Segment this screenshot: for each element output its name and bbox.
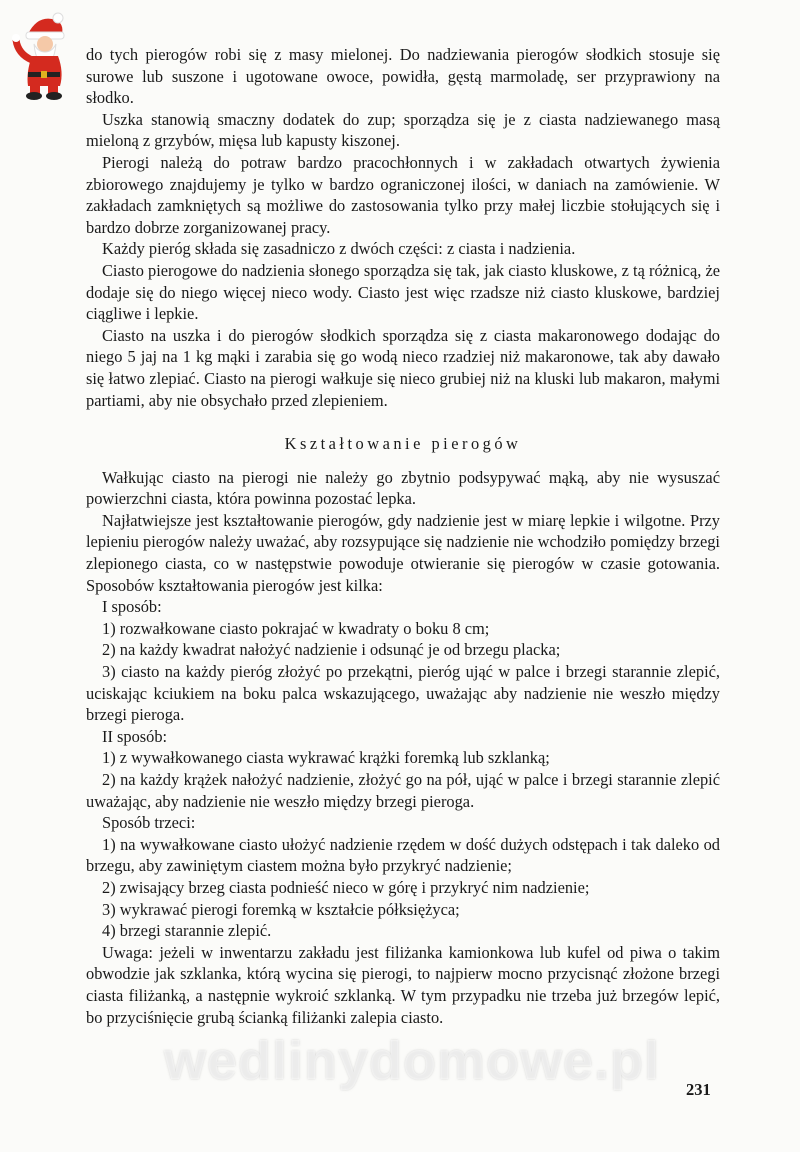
paragraph: Wałkując ciasto na pierogi nie należy go zbytnio podsypywać mąką, aby nie wysuszać powierzchni ciasta, która powinna pozostać lepka. (86, 467, 720, 509)
list-item: 1) z wywałkowanego ciasta wykrawać krążki foremką lub szklanką; (102, 748, 550, 768)
method-label: Sposób trzeci: (102, 813, 196, 833)
list-item: 2) zwisający brzeg ciasta podnieść nieco w górę i przykryć nim nadzienie; (102, 877, 590, 897)
method-label: II sposób: (102, 726, 168, 746)
section-heading: Kształtowanie pierogów (284, 434, 522, 454)
list-item: 1) rozwałkowane ciasto pokrajać w kwadraty o boku 8 cm; (102, 618, 490, 638)
paragraph: Ciasto na uszka i do pierogów słodkich sporządza się z ciasta makaronowego dodając do niego 5 jaj na 1 kg mąki i zarabia się go wodą nieco rzadziej niż makaronowe, tak aby dawało się łatwo zlepiać. Ciasto na pierogi wałkuje się nieco grubiej niż na kluski lub makaron, małymi partiami, aby nie obsychało przed zlepieniem. (86, 325, 720, 410)
list-item: 1) na wywałkowane ciasto ułożyć nadzienie rzędem w dość dużych odstępach i tak daleko od brzegu, aby zawiniętym ciastem można było przykryć nadzienie; (86, 834, 720, 876)
watermark: wedlinydomowe.pl (163, 1031, 661, 1091)
list-item: 2) na każdy kwadrat nałożyć nadzienie i odsunąć je od brzegu placka; (102, 640, 561, 660)
note-paragraph: Uwaga: jeżeli w inwentarzu zakładu jest filiżanka kamionkowa lub kufel od piwa o takim obwodzie jak szklanka, którą wycina się pierogi, to najpierw mocno przycisnąć złożone brzegi ciasta filiżanką, a następnie wykroić szklanką. W tym przypadku nie trzeba już brzegów lepić, bo przyciśnięcie grubą ścianką filiżanki zalepia ciasto. (86, 942, 720, 1027)
method-label: I sposób: (102, 597, 162, 617)
paragraph: Pierogi należą do potraw bardzo pracochłonnych i w zakładach otwartych żywienia zbiorowego znajdujemy je tylko w bardzo ograniczonej ilości, w daniach na zamówienie. W zakładach zamkniętych są możliwe do zastosowania tylko przy małej liczbie stołujących się i bardzo dobrze zorganizowanej pracy. (86, 152, 720, 237)
paragraph: Każdy pieróg składa się zasadniczo z dwóch części: z ciasta i nadzienia. (102, 239, 576, 259)
document-page (86, 44, 720, 1028)
list-item: 3) ciasto na każdy pieróg złożyć po przekątni, pieróg ująć w palce i brzegi starannie zlepić, uciskając kciukiem na boku palca wskazującego, uważając aby nadzienie nie weszło między brzegi pieroga. (86, 662, 720, 725)
list-item: 3) wykrawać pierogi foremką w kształcie półksiężyca; (102, 899, 460, 919)
paragraph: Uszka stanowią smaczny dodatek do zup; sporządza się je z ciasta nadziewanego masą mieloną z grzybów, mięsa lub kapusty kiszonej. (86, 109, 720, 151)
paragraph: Ciasto pierogowe do nadzienia słonego sporządza się tak, jak ciasto kluskowe, z tą różnicą, że dodaje się do niego więcej nieco wody. Ciasto jest więc rzadsze niż ciasto kluskowe, bardziej ciągliwe i lepkie. (86, 260, 720, 324)
santa-logo (8, 10, 78, 102)
paragraph: Najłatwiejsze jest kształtowanie pierogów, gdy nadzienie jest w miarę lepkie i wilgotne. Przy lepieniu pierogów należy uważać, aby rozsypujące się nadzienie nie wchodziło pomiędzy brzegi zlepionego ciasta, co w następstwie powoduje otwieranie się pierogów w czasie gotowania. Sposobów kształtowania pierogów jest kilka: (86, 510, 720, 595)
list-item: 2) na każdy krążek nałożyć nadzienie, złożyć go na pół, ująć w palce i brzegi starannie zlepić uważając, aby nadzienie nie weszło między brzegi pieroga. (86, 770, 720, 811)
page-number: 231 (686, 1080, 711, 1099)
list-item: 4) brzegi starannie zlepić. (102, 921, 272, 941)
paragraph: do tych pierogów robi się z masy mielonej. Do nadziewania pierogów słodkich stosuje się surowe lub suszone i ugotowane owoce, powidła, gęstą marmoladę, ser przyprawiony na słodko. (86, 45, 720, 108)
